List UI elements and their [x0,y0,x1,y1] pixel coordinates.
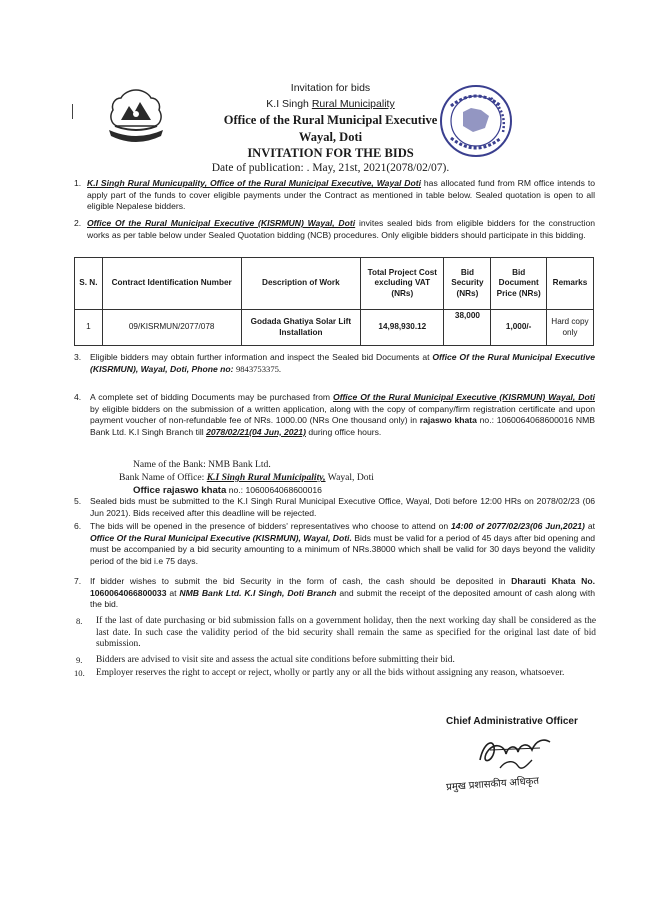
invitation-line: Invitation for bids [290,82,371,94]
table-header-cell: Bid Document Price (NRs) [491,258,547,310]
table-cell: 38,000 [444,310,491,346]
para3-entity: Office Of the Rural Municipal Executive (KISRMUN), Wayal, Doti, Phone no: [90,352,595,374]
table-header-cell: Bid Security (NRs) [444,258,491,310]
para7-text: and submit the receipt of the deposited amount of cash along with the bid. [90,587,595,610]
paragraph-7 [90,576,595,611]
signatory-nepali: प्रमुख प्रशासकीय अधिकृत [445,775,540,794]
page-title: INVITATION FOR THE BIDS [247,146,414,160]
paragraph-9: Bidders are advised to visit site and assess the actual site conditions before submitting their bid. [96,655,455,665]
para1-text: has allocated fund from RM office intends to apply part of the funds to cover eligible payments under the Contract as mentioned in table below. Sealed quotation is open to all eligible Nepalese bidders. [87,178,595,212]
item-number: 7. [74,576,82,586]
bank-branch: NMB Bank Ltd. K.I Singh, Doti Branch [179,587,337,598]
para6-text: at [587,521,595,531]
table-cell: 1,000/- [491,310,547,346]
bid-table [74,257,594,346]
item-number: 1. [74,178,82,188]
para4-text: during office hours. [308,426,382,437]
bank-office-value: K.I Singh Rural Municipality, [206,472,326,483]
bank-details [119,458,374,497]
bank-khata-label: Office rajaswo khata [133,485,227,496]
bank-office-label: Bank Name of Office: [119,472,205,483]
item-number: 5. [74,496,82,506]
para4-text: by eligible bidders on the submission of a written application, along with the copy of company/firm registration certificate and upon payment voucher of non-refundable fee of NRs. 1000.00 (NRs One thousand only) in [90,403,595,426]
para3-text: Eligible bidders may obtain further information and inspect the Sealed bid Documents at [90,352,430,362]
dharauti-khata: Dharauti Khata No. 1060064066800033 [90,576,595,598]
table-header-cell: Description of Work [241,258,361,310]
paragraph-1 [87,178,595,213]
para4-text: no.: 1060064068600016 NMB Bank Ltd. K.I Singh Branch till [90,415,596,437]
phone-number: 9843753375. [235,363,282,374]
para7-text: at [169,587,177,598]
publication-date: Date of publication: . May, 21st, 2021(2078/02/07). [211,162,450,174]
item-number: 2. [74,218,82,228]
para1-entity: K.I Singh Rural Municupality, Office of the Rural Municipal Executive, Wayal Doti [87,178,421,188]
item-number: 10. [74,668,85,678]
item-number: 4. [74,392,82,402]
signature-icon [470,730,560,774]
paragraph-10: Employer reserves the right to accept or reject, wholly or partly any or all the bids without assigning any reason, whatsoever. [96,668,565,678]
paragraph-2 [87,218,595,241]
municipality-line [0,98,661,110]
municipality-prefix: K.I Singh [266,98,309,110]
bank-office-line [119,471,374,484]
signatory-title: Chief Administrative Officer [446,716,578,727]
table-header-row [75,258,594,310]
table-header-cell: S. N. [75,258,103,310]
bank-name: Name of the Bank: NMB Bank Ltd. [133,459,271,470]
item-number: 3. [74,352,82,362]
table-cell: 1 [75,310,103,346]
table-cell: 09/KISRMUN/2077/078 [102,310,241,346]
paragraph-8: If the last of date purchasing or bid submission falls on a government holiday, then the next working day shall be considered as the last date. In such case the validity period of the bid security shall remain the same as specified for the original last date of bid submission. [96,616,596,650]
paragraph-3 [90,352,595,375]
table-header-cell: Remarks [546,258,593,310]
opening-date: 14:00 of 2077/02/23(06 Jun,2021) [451,521,585,531]
para2-entity: Office Of the Rural Municipal Executive (KISRMUN) Wayal, Doti [87,218,356,228]
table-header-cell: Total Project Cost excluding VAT (NRs) [361,258,444,310]
para7-text: If bidder wishes to submit the bid Security in the form of cash, the cash should be deposited in [90,576,506,586]
para6-text: Bids must be valid for a period of 45 days after bid opening and must be accompanied by a bid security amounting to a minimum of NRs.38000 which shall be valid for 30 days beyond the validity period of the bid i.e 75 days. [90,532,596,566]
paragraph-6 [90,521,595,567]
table-cell: 14,98,930.12 [361,310,444,346]
deadline-date: 2078/02/21(04 Jun, 2021) [206,426,306,437]
municipality-name: Rural Municipality [311,98,395,110]
location-title: Wayal, Doti [298,130,363,144]
paragraph-5: Sealed bids must be submitted to the K.I Singh Rural Municipal Executive Office, Wayal, Doti before 12:00 HRs on 2078/02/23 (06 Jun 2021). Bids received after this deadline will be rejected. [90,496,595,518]
bank-khata-value: no.: 1060064068600016 [228,485,322,495]
para4-entity: Office Of the Rural Municipal Executive (KISRMUN) Wayal, Doti [333,392,595,402]
item-number: 9. [76,655,83,665]
bank-office-rest: Wayal, Doti [327,472,374,483]
para2-text: invites sealed bids from eligible bidders for the construction works as per table below under Sealed Quotation bidding (NCB) procedures. Only eligible bidders should participate in this bidding. [87,218,596,240]
item-number: 6. [74,521,82,531]
table-cell: Hard copy only [546,310,593,346]
para6-text: The bids will be opened in the presence of bidders' representatives who choose to attend on [90,521,449,531]
para4-text: A complete set of bidding Documents may be purchased from [90,392,331,402]
table-cell: Godada Ghatiya Solar Lift Installation [241,310,361,346]
table-header-cell: Contract Identification Number [102,258,241,310]
item-number: 8. [76,616,83,626]
table-row [75,310,594,346]
rajaswo-khata-label: rajaswo khata [419,415,477,426]
paragraph-4 [90,392,595,438]
office-title: Office of the Rural Municipal Executive [223,113,438,127]
para6-entity: Office Of the Rural Municipal Executive (KISRMUN), Wayal, Doti. [90,532,352,543]
